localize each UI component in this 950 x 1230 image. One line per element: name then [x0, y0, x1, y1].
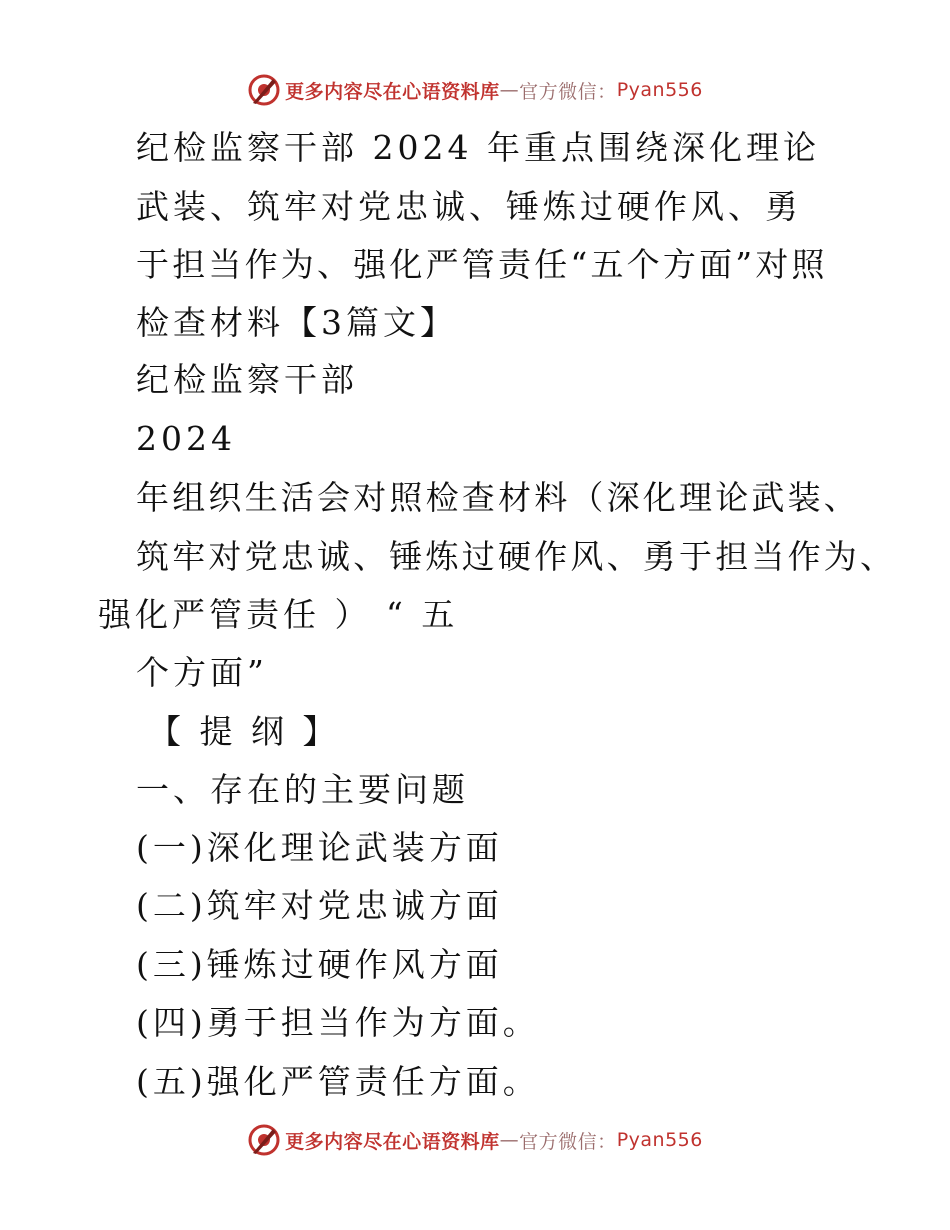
footer-watermark — [0, 1120, 950, 1160]
outline-heading: 【 提 纲 】 — [148, 712, 340, 751]
outline-item-2: (二)筑牢对党忠诚方面 — [136, 886, 503, 925]
watermark-label: 官方微信： — [519, 1130, 617, 1153]
outline-item-4: (四)勇于担当作为方面。 — [136, 1003, 540, 1042]
section-heading: 一、存在的主要问题 — [136, 770, 469, 809]
watermark-dash: — — [499, 1129, 520, 1151]
watermark-account: Pyan556 — [616, 79, 703, 101]
title-line-2: 武装、筑牢对党忠诚、锤炼过硬作风、勇 — [136, 187, 802, 226]
watermark-dash: — — [499, 79, 520, 101]
title-line-3: 于担当作为、强化严管责任“五个方面”对照 — [136, 245, 828, 284]
title-line-1: 纪检监察干部 2024 年重点围绕深化理论 — [136, 128, 820, 167]
quill-logo-icon — [247, 73, 281, 107]
outline-item-5: (五)强化严管责任方面。 — [136, 1062, 540, 1101]
quill-logo-icon — [247, 1123, 281, 1157]
watermark-main-text: 更多内容尽在心语资料库 — [285, 80, 500, 103]
subtitle-line-5: 强化严管责任 ） “ 五 — [98, 595, 459, 634]
outline-item-3: (三)锤炼过硬作风方面 — [136, 945, 503, 984]
subtitle-line-4: 筑牢对党忠诚、锤炼过硬作风、勇于担当作为、 — [136, 537, 897, 576]
subtitle-line-2: 2024 — [136, 419, 236, 458]
watermark-main-text: 更多内容尽在心语资料库 — [285, 1130, 500, 1153]
header-watermark — [0, 70, 950, 110]
outline-item-1: (一)深化理论武装方面 — [136, 828, 503, 867]
subtitle-line-6: 个方面” — [136, 653, 268, 692]
watermark-label: 官方微信： — [519, 80, 617, 103]
subtitle-line-3: 年组织生活会对照检查材料（深化理论武装、 — [136, 478, 860, 517]
watermark-account: Pyan556 — [616, 1129, 703, 1151]
subtitle-line-1: 纪检监察干部 — [136, 360, 358, 399]
title-line-4: 检查材料【3篇文】 — [136, 303, 457, 342]
